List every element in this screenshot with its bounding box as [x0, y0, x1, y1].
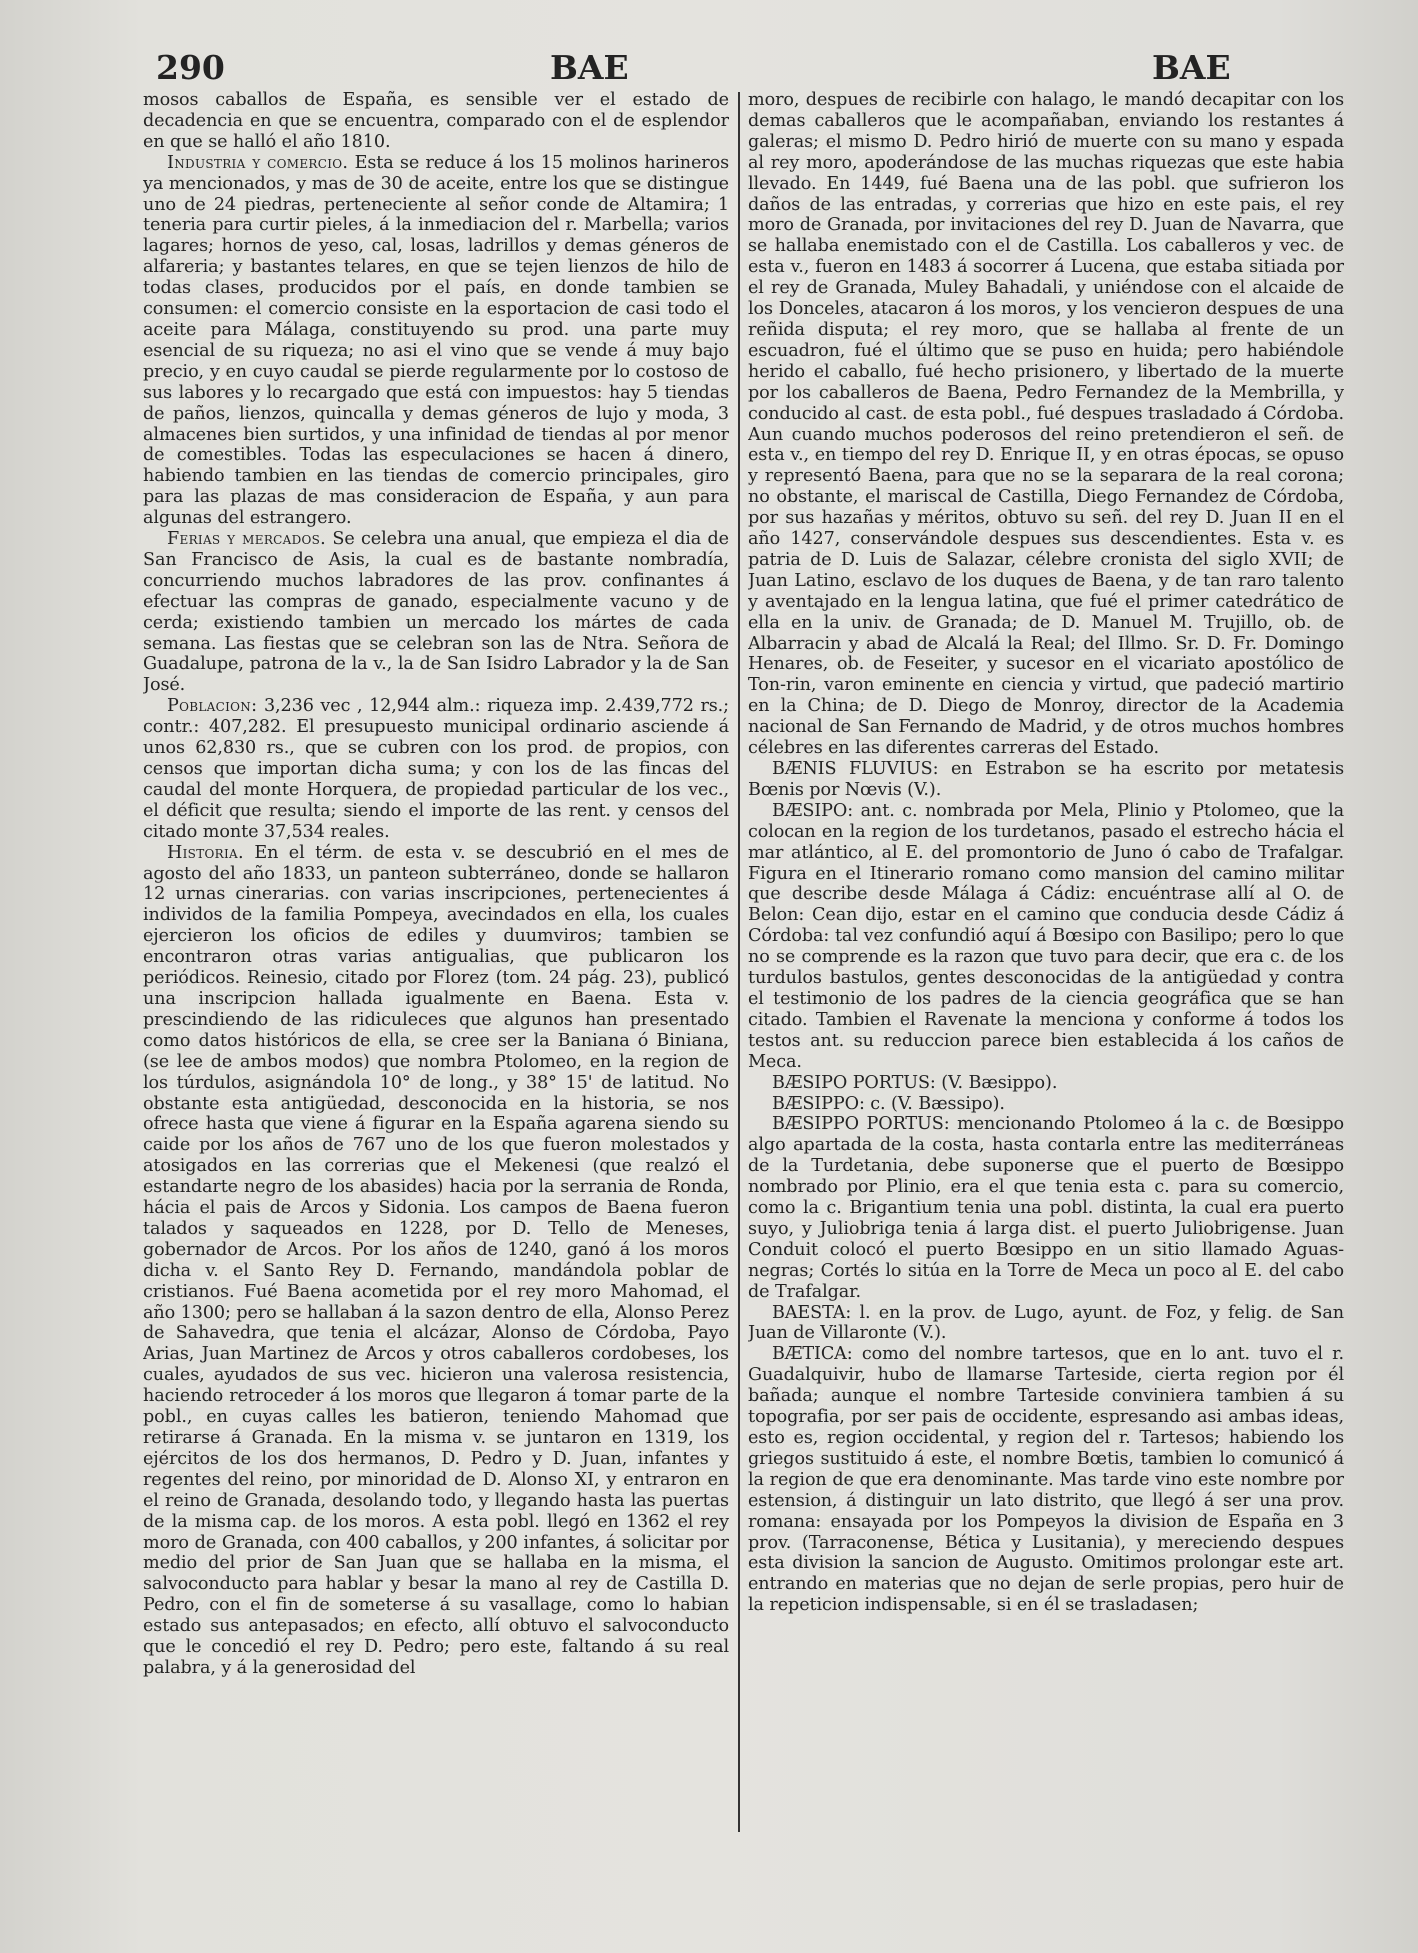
running-head-right: BAE — [1152, 48, 1231, 87]
paragraph-poblacion: Poblacion: 3,236 vec , 12,944 alm.: riqueza imp. 2.439,772 rs.; contr.: 407,282. El presupuesto municipal ordinario asciende á unos 62,830 rs., que se cubren con los prod. de propios, con censos que importan dicha suma; y con los de las fincas del caudal del monte Horquera, de propiedad particular de los vec., el déficit que resulta; siendo el importe de las rent. y censos del citado monte 37,534 reales. — [143, 696, 729, 842]
paragraph-continued: mosos caballos de España, es sensible ver el estado de decadencia en que se encuentra, comparado con el de esplendor en que se halló el año 1810. — [143, 90, 729, 152]
section-head: Industria y comercio. — [167, 152, 349, 173]
left-column — [143, 90, 729, 1830]
entry-baesippo-portus: BÆSIPPO PORTUS: mencionando Ptolomeo á la c. de Bœsippo algo apartada de la costa, hasta contarla entre las mediterráneas de la Turdetania, debe suponerse que el puerto de Bœsippo nombrado por Plinio, era el que tenia esta c. para su comercio, como la c. Brigantium tenia una pobl. distinta, la cual era puerto suyo, y Juliobriga tenia á larga dist. el puerto Juliobrigense. Juan Conduit colocó el puerto Bœsippo en un sitio llamado Aguas-negras; Cortés lo sitúa en la Torre de Meca un poco al E. del cabo de Trafalgar. — [748, 1114, 1344, 1302]
entry-baesipo-portus: BÆSIPO PORTUS: (V. Bæsippo). — [772, 1072, 1058, 1093]
entry-baetica: BÆTICA: como del nombre tartesos, que en lo ant. tuvo el r. Guadalquivir, hubo de llamarse Tarteside, cierta region por él bañada; aunque el nombre Tarteside conviniera tambien á su topografia, por ser pais de occidente, espresando asi ambas ideas, esto es, region occidental, y region del r. Tartesos; habiendo los griegos sustituido á este, el nombre Bœtis, tambien lo comunicó á la region de que era denominante. Mas tarde vino este nombre por estension, á distinguir un lato distrito, que llegó á ser una prov. romana: ensayada por los Pompeyos la division de España en 3 prov. (Tarraconense, Bética y Lusitania), y mereciendo despues esta division la sancion de Augusto. Omitimos prolongar este art. entrando en materias que no dejan de serle propias, pero huir de la repeticion indispensable, si en él se trasladasen; — [748, 1344, 1344, 1616]
section-head: Historia. — [167, 842, 244, 863]
entry-baesta: BAESTA: l. en la prov. de Lugo, ayunt. de Foz, y felig. de San Juan de Villaronte (V.). — [748, 1302, 1344, 1344]
section-head: Poblacion: — [167, 696, 258, 717]
column-divider — [738, 92, 740, 1832]
entry-baesipo: BÆSIPO: ant. c. nombrada por Mela, Plinio y Ptolomeo, que la colocan en la region de los turdetanos, pasado el estrecho hácia el mar atlántico, al E. del promontorio de Juno ó cabo de Trafalgar. Figura en el Itinerario romano como mansion del camino militar que describe desde Málaga á Cádiz: encuéntrase allí al O. de Belon: Cean dijo, estar en el camino que conducia desde Cádiz á Córdoba: tal vez confundió aquí á Bœsipo con Basilipo; pero lo que no se comprende es la razon que tuvo para decir, que era c. de los turdulos bastulos, gentes desconocidas de la antigüedad y contra el testimonio de los padres de la ciencia geográfica que se han citado. Tambien el Ravenate la menciona y conforme á todos los testos ant. su reduccion parece bien establecida á los caños de Meca. — [748, 800, 1344, 1072]
running-head-left: BAE — [550, 48, 629, 87]
paragraph-ferias: Ferias y mercados. Se celebra una anual, que empieza el dia de San Francisco de Asis, la cual es de bastante nombradía, concurriendo muchos labradores de las prov. confinantes á efectuar las compras de ganado, especialmente vacuno y de cerda; existiendo tambien un mercado los mártes de cada semana. Las fiestas que se celebran son las de Ntra. Señora de Guadalupe, patrona de la v., la de San Isidro Labrador y la de San José. — [143, 529, 729, 696]
entry-baenis-fluvius: BÆNIS FLUVIUS: en Estrabon se ha escrito por metatesis Bœnis por Nœvis (V.). — [748, 759, 1344, 800]
page-header — [140, 44, 1345, 90]
paragraph-historia: Historia. En el térm. de esta v. se descubrió en el mes de agosto del año 1833, un panteon subterráneo, donde se hallaron 12 urnas cinerarias. con varias inscripciones, pertenecientes á individos de la familia Pompeya, avecindados en ella, los cuales ejercieron los oficios de ediles y duumviros; tambien se encontraron otras varias antigualias, que publicaron los periódicos. Reinesio, citado por Florez (tom. 24 pág. 23), publicó una inscripcion hallada igualmente en Baena. Esta v. prescindiendo de las ridiculeces que algunos han presentado como datos históricos de ella, se cree ser la Baniana ó Biniana, (se lee de ambos modos) que nombra Ptolomeo, en la region de los túrdulos, asignándola 10° de long., y 38° 15' de latitud. No obstante esta antigüedad, desconocida en la historia, se nos ofrece hasta que viene á figurar en la España agarena siendo su caide por los años de 767 uno de los que fueron molestados y atosigados en las correrias que el Mekenesi (que realzó el estandarte negro de los abasides) hacia por la serrania de Ronda, hácia el pais de Arcos y Sidonia. Los campos de Baena fueron talados y saqueados en 1228, por D. Tello de Meneses, gobernador de Arcos. Por los años de 1240, ganó á los moros dicha v. el Santo Rey D. Fernando, mandándola poblar de cristianos. Fué Baena acometida por el rey moro Mahomad, el año 1300; pero se hallaban á la sazon dentro de ella, Alonso Perez de Sahavedra, que tenia el alcázar, Alonso de Córdoba, Payo Arias, Juan Martinez de Arcos y otros caballeros cordobeses, los cuales, ayudados de sus vec. hicieron una valerosa resistencia, haciendo retroceder á los moros que llegaron á tomar parte de la pobl., en cuyas calles les batieron, teniendo Mahomad que retirarse á Granada. En la misma v. se juntaron en 1319, los ejércitos de los dos hermanos, D. Pedro y D. Juan, infantes y regentes del reino, por minoridad de D. Alonso XI, y entraron en el reino de Granada, desolando todo, y llegando hasta las puertas de la misma cap. de los moros. A esta pobl. llegó en 1362 el rey moro de Granada, con 400 caballos, y 200 infantes, á solicitar por medio del prior de San Juan que se hallaba en la misma, el salvoconducto para hablar y besar la mano al rey de Castilla D. Pedro, con el fin de someterse á su vasallage, como lo habian estado sus antepasados; en efecto, allí obtuvo el salvoconducto que le concedió el rey D. Pedro; pero este, faltando á su real palabra, y á la generosidad del — [143, 842, 729, 1678]
section-head: Ferias y mercados. — [167, 529, 327, 550]
right-column — [748, 90, 1344, 1830]
page-number: 290 — [156, 48, 225, 87]
paragraph-industria: Industria y comercio. Esta se reduce á los 15 molinos harineros ya mencionados, y mas de 30 de aceite, entre los que se distingue uno de 24 piedras, perteneciente al señor conde de Altamira; 1 teneria para curtir pieles, á la inmediacion del r. Marbella; varios lagares; hornos de yeso, cal, losas, ladrillos y demas géneros de alfareria; y bastantes telares, en que se tejen lienzos de hilo de todas clases, producidos por el país, en donde tambien se consumen: el comercio consiste en la esportacion de casi todo el aceite para Málaga, constituyendo su prod. una parte muy esencial de su riqueza; no asi el vino que se vende á muy bajo precio, y en cuyo caudal se pierde regularmente por lo costoso de sus labores y lo recargado que está con impuestos: hay 5 tiendas de paños, lienzos, quincalla y demas géneros de lujo y moda, 3 almacenes bien surtidos, y una infinidad de tiendas al por menor de comestibles. Todas las especulaciones se hacen á dinero, habiendo tambien en las tiendas de comercio principales, giro para las plazas de mas consideracion de España, y aun para algunas del estrangero. — [143, 152, 729, 529]
paragraph-continued: moro, despues de recibirle con halago, le mandó decapitar con los demas caballeros que le acompañaban, enviando los restantes á galeras; el mismo D. Pedro hirió de muerte con su mano y espada al rey moro, apoderándose de las muchas riquezas que este habia llevado. En 1449, fué Baena una de las pobl. que sufrieron los daños de las entradas, y correrias que hizo en este pais, el rey moro de Granada, por invitaciones del rey D. Juan de Navarra, que se hallaba enemistado con el de Castilla. Los caballeros y vec. de esta v., fueron en 1483 á socorrer á Lucena, que estaba sitiada por el rey de Granada, Muley Bahadali, y uniéndose con el alcaide de los Donceles, atacaron á los moros, y los vencieron despues de una reñida disputa; el rey moro, que se hallaba al frente de un escuadron, fué el último que se puso en huida; pero habiéndole herido el caballo, fué hecho prisionero, y libertado de la muerte por los caballeros de Baena, Pedro Fernandez de la Membrilla, y conducido al cast. de esta pobl., fué despues trasladado á Córdoba. Aun cuando muchos poderosos del reino pretendieron el señ. de esta v., en tiempo del rey D. Enrique II, y en otras épocas, se opuso y representó Baena, para que no se la separara de la real corona; no obstante, el mariscal de Castilla, Diego Fernandez de Córdoba, por sus hazañas y méritos, obtuvo su señ. del rey D. Juan II en el año 1427, conservándole despues sus descendientes. Esta v. es patria de D. Luis de Salazar, célebre cronista del siglo XVII; de Juan Latino, esclavo de los duques de Baena, y de tan raro talento y aventajado en la lengua latina, que fué el primer catedrático de ella en la univ. de Granada; de D. Manuel M. Trujillo, ob. de Albarracin y abad de Alcalá la Real; del Illmo. Sr. D. Fr. Domingo Henares, ob. de Feseiter, y sucesor en el vicariato apostólico de Ton-rin, varon eminente en ciencia y virtud, que padeció martirio en la China; de D. Diego de Monroy, director de la Academia nacional de San Fernando de Madrid, y de otros muchos hombres célebres en las diferentes carreras del Estado. — [748, 90, 1344, 759]
entry-baesippo: BÆSIPPO: c. (V. Bæssipo). — [772, 1093, 1005, 1114]
